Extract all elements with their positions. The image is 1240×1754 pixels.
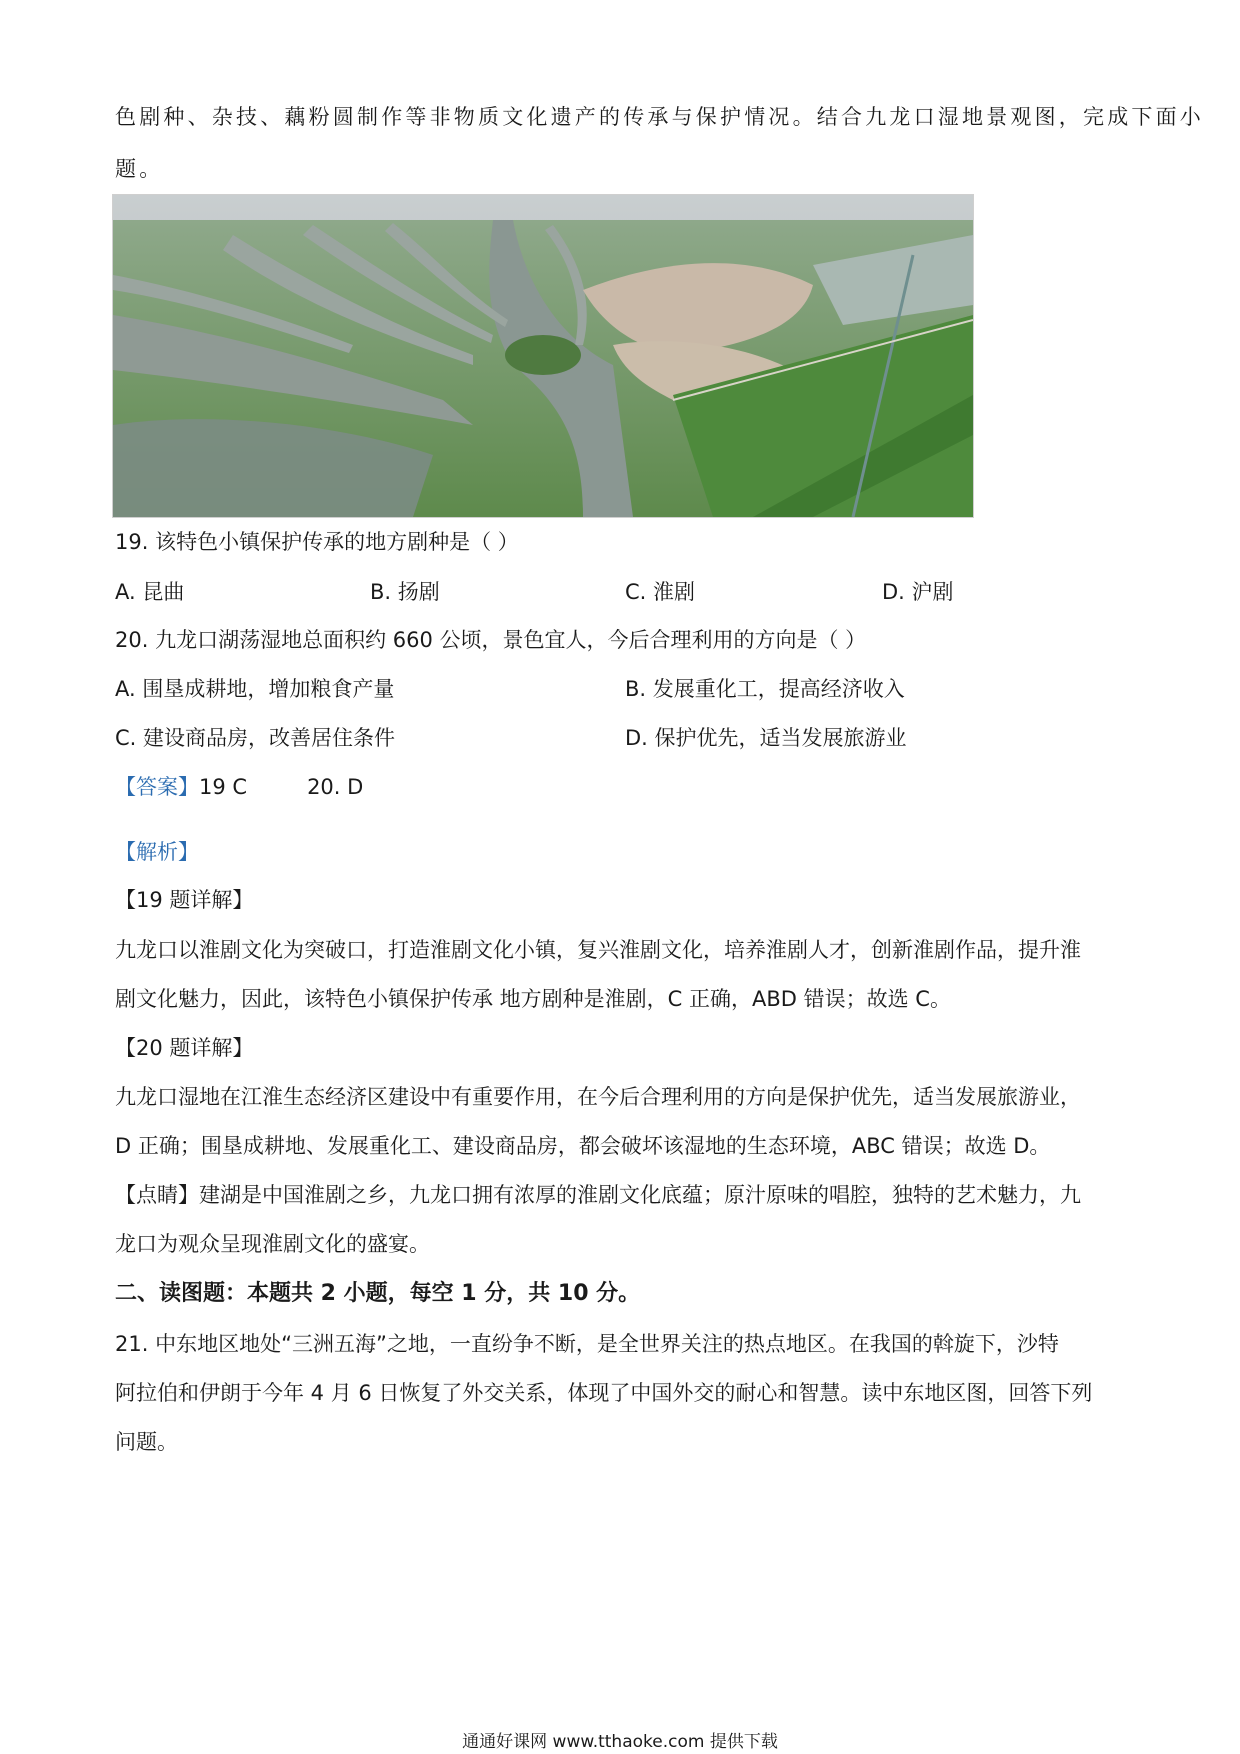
q19-option-b: B. 扬剧 <box>370 580 440 604</box>
analysis-label: 【解析】 <box>115 840 199 864</box>
q19-option-c: C. 淮剧 <box>625 580 696 604</box>
q20-option-d: D. 保护优先，适当发展旅游业 <box>625 726 907 750</box>
intro-line-2: 题。 <box>115 157 164 181</box>
note-label: 【点睛】 <box>115 1183 199 1207</box>
wetland-landscape-photo <box>112 194 974 518</box>
section-2-heading: 二、读图题：本题共 2 小题，每空 1 分，共 10 分。 <box>115 1281 641 1306</box>
question-20-stem: 20. 九龙口湖荡湿地总面积约 660 公顷，景色宜人，今后合理利用的方向是（ ） <box>115 628 867 652</box>
detail-20-title: 【20 题详解】 <box>115 1036 254 1060</box>
question-21-line-3: 问题。 <box>115 1430 178 1454</box>
q19-option-d: D. 沪剧 <box>882 580 954 604</box>
q20-option-a: A. 围垦成耕地，增加粮食产量 <box>115 677 395 701</box>
detail-19-line-1: 九龙口以淮剧文化为突破口，打造淮剧文化小镇，复兴淮剧文化，培养淮剧人才，创新淮剧作品，提升淮 <box>115 938 1081 962</box>
answer-20: 20. D <box>307 775 364 799</box>
note-line-2: 龙口为观众呈现淮剧文化的盛宴。 <box>115 1232 430 1256</box>
question-21-line-2: 阿拉伯和伊朗于今年 4 月 6 日恢复了外交关系，体现了中国外交的耐心和智慧。读中东地区图，回答下列 <box>115 1381 1093 1405</box>
page-footer: 通通好课网 www.tthaoke.com 提供下载 <box>462 1732 778 1752</box>
q20-option-c: C. 建设商品房，改善居住条件 <box>115 726 396 750</box>
answer-label: 【答案】 <box>115 775 199 799</box>
answer-line <box>115 773 363 801</box>
q20-option-b: B. 发展重化工，提高经济收入 <box>625 677 905 701</box>
detail-20-line-2: D 正确；围垦成耕地、发展重化工、建设商品房，都会破坏该湿地的生态环境，ABC 错误；故选 D。 <box>115 1134 1051 1158</box>
note-line-1 <box>115 1181 1081 1209</box>
answer-19: 19 C <box>199 775 248 799</box>
question-21-line-1: 21. 中东地区地处“三洲五海”之地，一直纷争不断，是全世界关注的热点地区。在我国的斡旋下，沙特 <box>115 1332 1059 1356</box>
q19-option-a: A. 昆曲 <box>115 580 185 604</box>
detail-20-line-1: 九龙口湿地在江淮生态经济区建设中有重要作用，在今后合理利用的方向是保护优先，适当发展旅游业， <box>115 1085 1081 1109</box>
intro-line-1: 色剧种、杂技、藕粉圆制作等非物质文化遗产的传承与保护情况。结合九龙口湿地景观图，完成下面小 <box>115 105 1204 129</box>
question-19-stem: 19. 该特色小镇保护传承的地方剧种是（ ） <box>115 530 519 554</box>
detail-19-title: 【19 题详解】 <box>115 888 254 912</box>
detail-19-line-2: 剧文化魅力，因此，该特色小镇保护传承 地方剧种是淮剧，C 正确，ABD 错误；故选 C。 <box>115 987 951 1011</box>
note-text: 建湖是中国淮剧之乡，九龙口拥有浓厚的淮剧文化底蕴；原汁原味的唱腔，独特的艺术魅力，九 <box>199 1183 1081 1207</box>
